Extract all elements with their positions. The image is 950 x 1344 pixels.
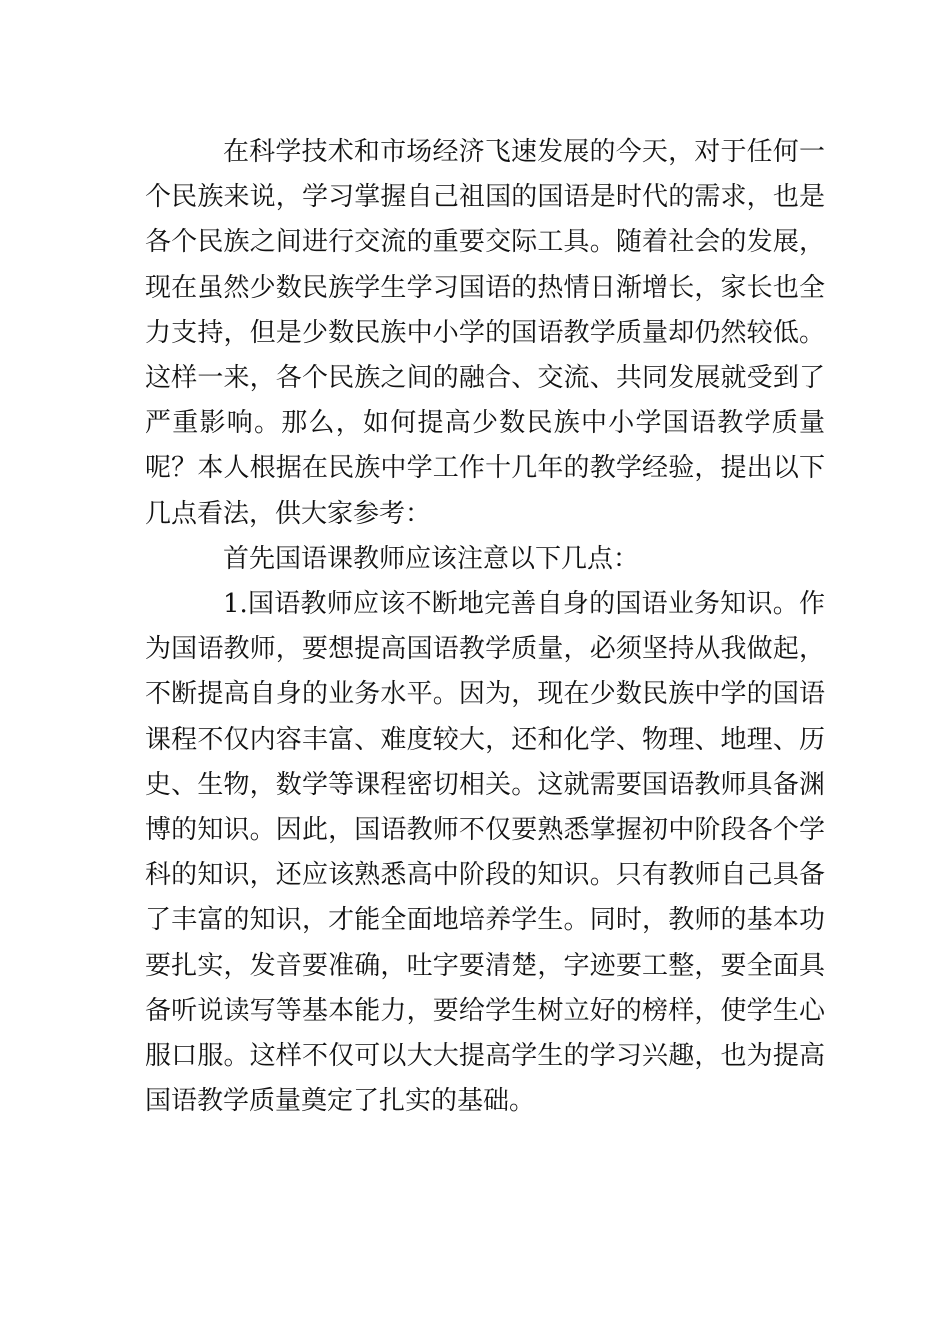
paragraph-first-points: 首先国语课教师应该注意以下几点： — [223, 543, 640, 574]
body-text — [145, 130, 825, 1124]
paragraph-intro: 在科学技术和市场经济飞速发展的今天，对于任何一个民族来说，学习掌握自己祖国的国语是时代的需求，也是各个民族之间进行交流的重要交际工具。随着社会的发展，现在虽然少数民族学生学习国语的热情日渐增长，家长也全力支持，但是少数民族中小学的国语教学质量却仍然较低。这样一来，各个民族之间的融合、交流、共同发展就受到了严重影响。那么，如何提高少数民族中小学国语教学质量呢？本人根据在民族中学工作十几年的教学经验，提出以下几点看法，供大家参考： — [145, 137, 825, 529]
paragraph-point-1: 1.国语教师应该不断地完善自身的国语业务知识。作为国语教师，要想提高国语教学质量，必须坚持从我做起，不断提高自身的业务水平。因为，现在少数民族中学的国语课程不仅内容丰富、难度较大，还和化学、物理、地理、历史、生物，数学等课程密切相关。这就需要国语教师具备渊博的知识。因此，国语教师不仅要熟悉掌握初中阶段各个学科的知识，还应该熟悉高中阶段的知识。只有教师自己具备了丰富的知识，才能全面地培养学生。同时，教师的基本功要扎实，发音要准确，吐字要清楚，字迹要工整，要全面具备听说读写等基本能力，要给学生树立好的榜样，使学生心服口服。这样不仅可以大大提高学生的学习兴趣，也为提高国语教学质量奠定了扎实的基础。 — [145, 589, 825, 1117]
